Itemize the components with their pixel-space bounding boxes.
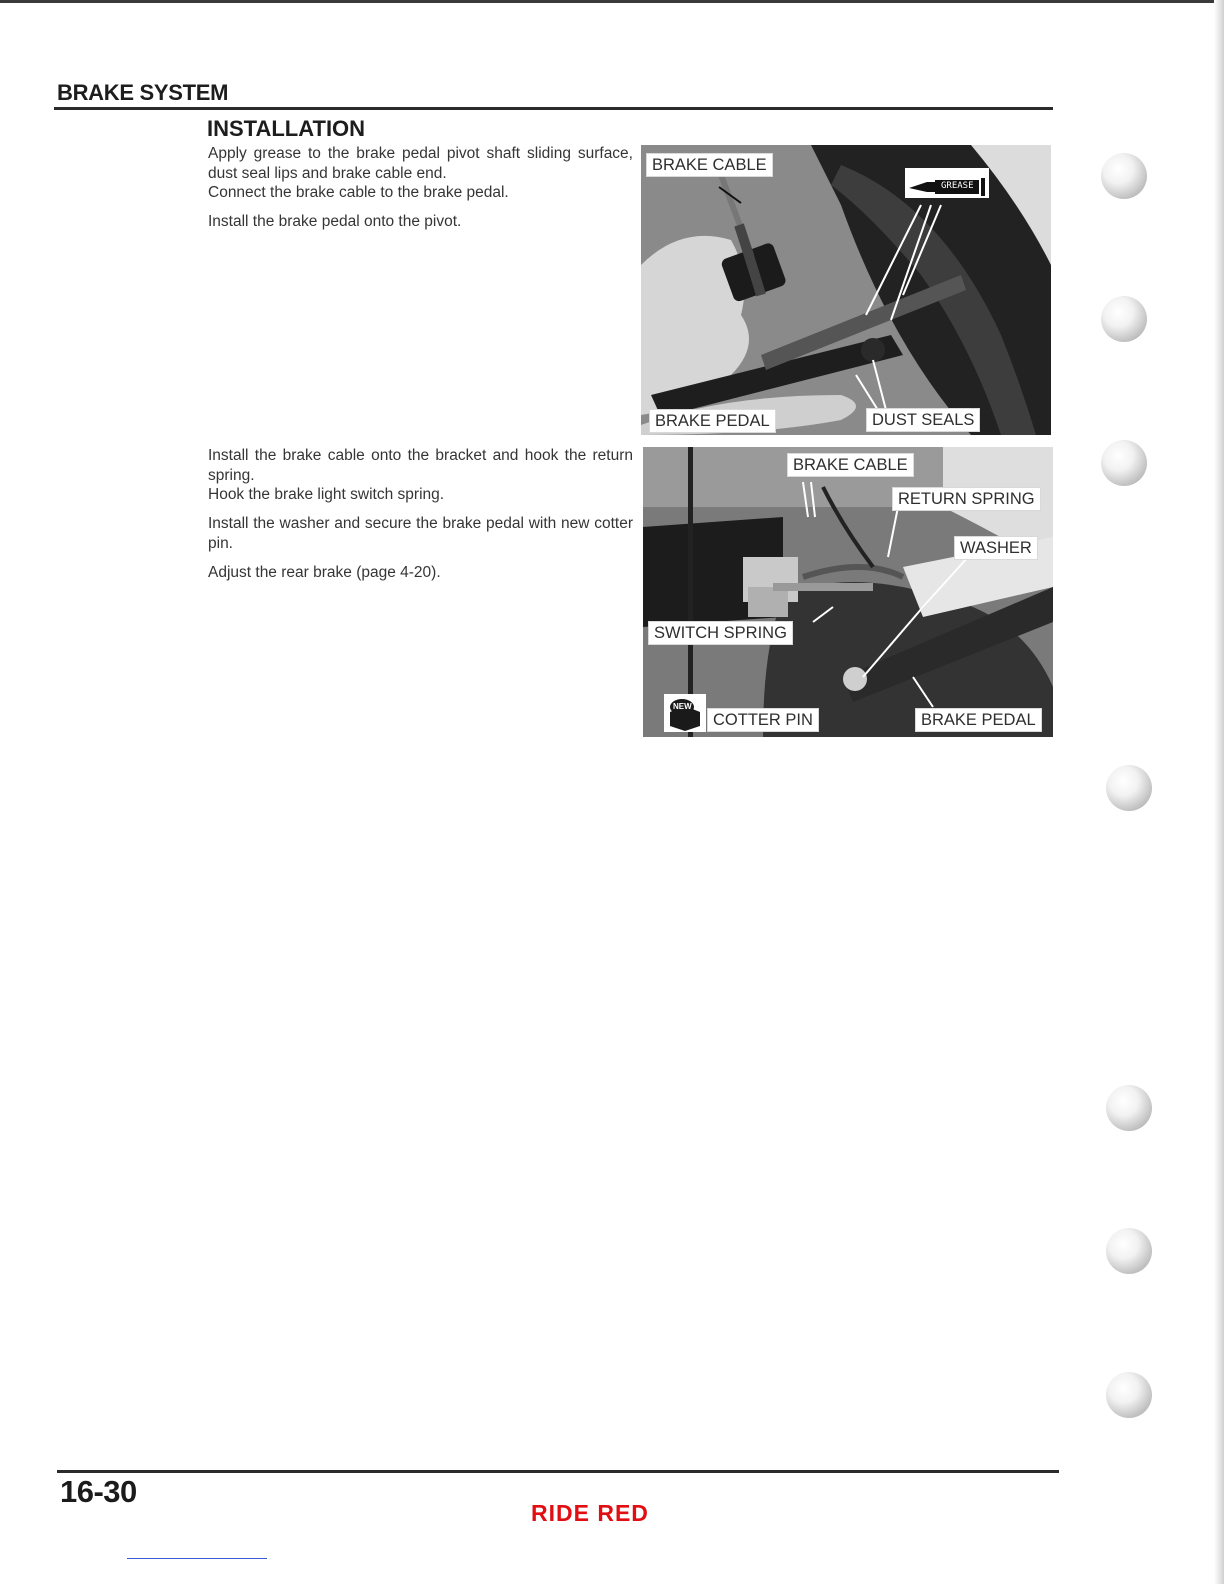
instruction-paragraph-grease: Apply grease to the brake pedal pivot shaft sliding surface, dust seal lips and brake cable end. Connect the brake cable to the brake pedal. <box>208 145 633 201</box>
label-dust-seals: DUST SEALS <box>866 408 980 432</box>
new-box-icon <box>664 694 706 732</box>
binder-tab <box>1101 153 1147 199</box>
instruction-paragraph-adjust-brake: Adjust the rear brake (page 4-20). <box>208 564 441 581</box>
binder-tab <box>1106 765 1152 811</box>
label-brake-pedal: BRAKE PEDAL <box>915 708 1042 732</box>
page-edge-shadow <box>1214 0 1224 1584</box>
footer-brand: RIDE RED <box>531 1500 649 1526</box>
section-title: BRAKE SYSTEM <box>57 80 229 105</box>
label-brake-cable: BRAKE CABLE <box>787 453 914 477</box>
grease-icon <box>905 168 989 198</box>
grease-icon-text: GREASE <box>941 181 974 191</box>
footer-link-underline <box>127 1558 267 1559</box>
instruction-paragraph-cable-bracket: Install the brake cable onto the bracket and hook the return spring. Hook the brake light switch spring. <box>208 447 633 503</box>
installation-heading: INSTALLATION <box>207 116 366 141</box>
page-number: 16-30 <box>60 1474 137 1509</box>
photo-1-illustration <box>641 145 1051 435</box>
binder-tab <box>1106 1085 1152 1131</box>
binder-tab <box>1101 296 1147 342</box>
instruction-paragraph-washer: Install the washer and secure the brake pedal with new cotter pin. <box>208 515 633 552</box>
label-cotter-pin: COTTER PIN <box>707 708 819 732</box>
new-icon-text: NEW <box>673 702 692 711</box>
binder-tab <box>1101 440 1147 486</box>
top-border-line <box>0 0 1224 3</box>
binder-tab <box>1106 1228 1152 1274</box>
footer-rule <box>57 1470 1059 1473</box>
new-part-icon <box>664 694 706 732</box>
photo-brake-pedal-pivot <box>641 145 1051 435</box>
label-brake-cable: BRAKE CABLE <box>646 153 773 177</box>
instruction-paragraph-install-pedal: Install the brake pedal onto the pivot. <box>208 213 462 230</box>
header-rule <box>54 107 1053 110</box>
label-return-spring: RETURN SPRING <box>892 487 1041 511</box>
label-brake-pedal: BRAKE PEDAL <box>649 409 776 433</box>
binder-tab <box>1106 1372 1152 1418</box>
label-switch-spring: SWITCH SPRING <box>648 621 793 645</box>
label-washer: WASHER <box>954 536 1038 560</box>
